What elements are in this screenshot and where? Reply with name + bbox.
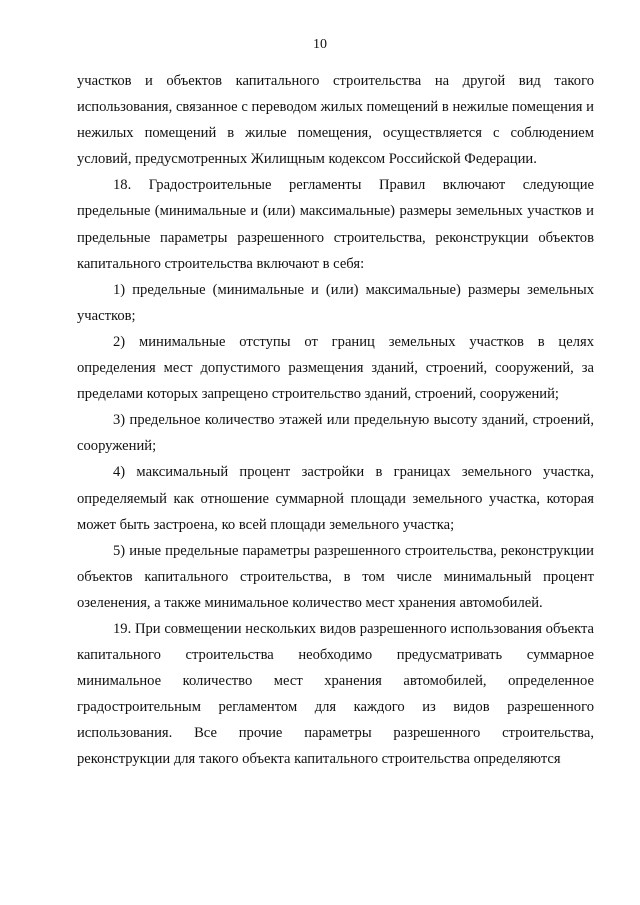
list-item-4: 4) максимальный процент застройки в границах земельного участка, определяемый как отношение суммарной площади земельного участка, которая может быть застроена, ко всей площади земельного участка; (77, 464, 594, 533)
paragraph-19: 19. При совмещении нескольких видов разрешенного использования объекта капитального строительства необходимо предусматривать суммарное минимальное количество мест хранения автомобилей, определенное градостроительным регламентом для каждого из видов разрешенного использования. Все прочие параметры разрешенного строительства, реконструкции для такого объекта капитального строительства определяются (77, 620, 594, 768)
page-number: 10 (313, 37, 327, 52)
list-item-2: 2) минимальные отступы от границ земельных участков в целях определения мест допустимого размещения зданий, строений, сооружений, за пределами которых запрещено строительство зданий, строений, сооружений; (77, 333, 594, 403)
paragraph-18: 18. Градостроительные регламенты Правил включают следующие предельные (минимальные и (или) максимальные) размеры земельных участков и предельные параметры разрешенного строительства, реконструкции объектов капитального строительства включают в себя: (77, 177, 594, 272)
paragraph-continuation: участков и объектов капитального строительства на другой вид такого использования, связанное с переводом жилых помещений в нежилые помещения и нежилых помещений в жилые помещения, осуществляется с соблюдением условий, предусмотренных Жилищным кодексом Российской Федерации. (77, 73, 594, 168)
list-item-3: 3) предельное количество этажей или предельную высоту зданий, строений, сооружений; (77, 412, 594, 455)
document-body (77, 68, 594, 773)
list-item-1: 1) предельные (минимальные и (или) максимальные) размеры земельных участков; (77, 281, 594, 324)
list-item-5: 5) иные предельные параметры разрешенного строительства, реконструкции объектов капитального строительства, в том числе минимальный процент озеленения, а также минимальное количество мест хранения автомобилей. (77, 542, 594, 611)
